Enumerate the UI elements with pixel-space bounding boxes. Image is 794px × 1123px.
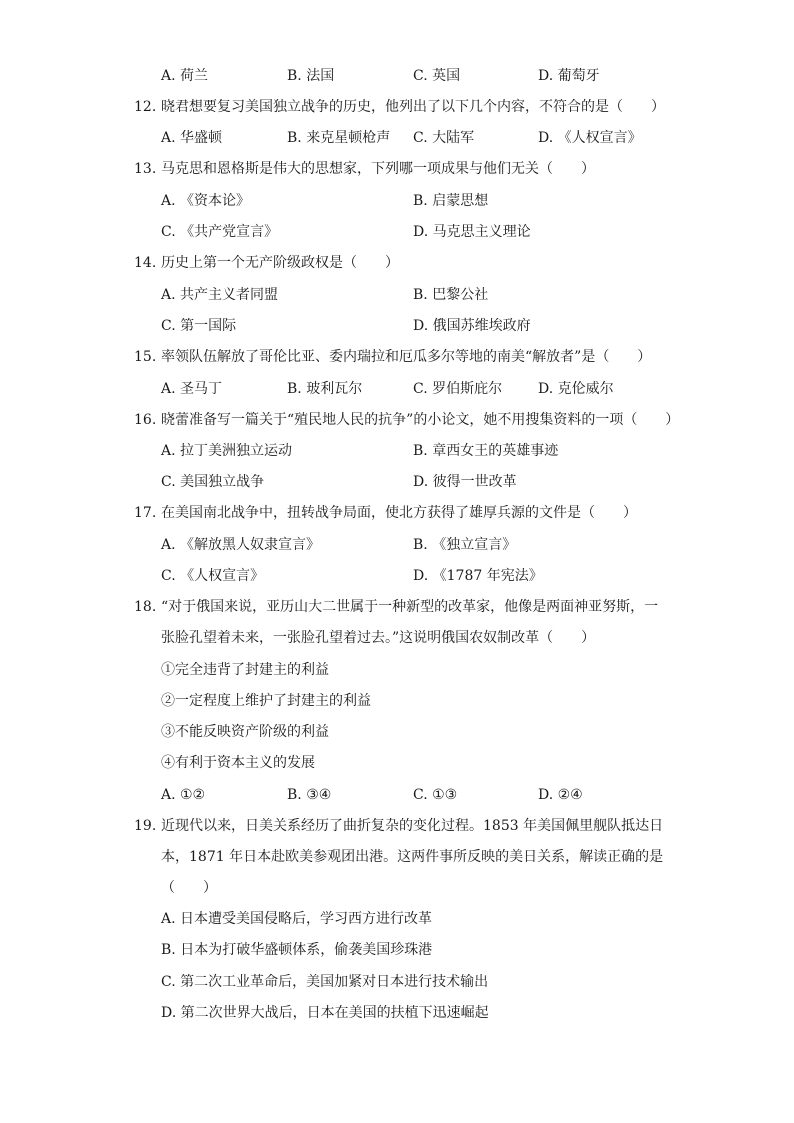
q19-stem-line-3: （ ） — [161, 880, 217, 896]
q18-option-d: D. ②④ — [538, 787, 583, 803]
q13-option-b: B. 启蒙思想 — [413, 193, 489, 209]
q13-option-c: C. 《共产党宣言》 — [161, 224, 279, 240]
q13-number: 13. — [134, 161, 157, 177]
q11-option-d: D. 葡萄牙 — [538, 68, 600, 84]
q19-option-a: A. 日本遭受美国侵略后，学习西方进行改革 — [161, 911, 433, 927]
q16-number: 16. — [134, 412, 157, 428]
q17-option-c: C. 《人权宣言》 — [161, 568, 265, 584]
q18-option-a: A. ①② — [161, 787, 206, 803]
q12-option-b: B. 来克星顿枪声 — [287, 130, 391, 146]
q13-stem: 马克思和恩格斯是伟大的思想家，下列哪一项成果与他们无关（ ） — [161, 161, 595, 177]
q12-option-a: A. 华盛顿 — [161, 130, 223, 146]
q16-option-c: C. 美国独立战争 — [161, 474, 265, 490]
q15-number: 15. — [134, 349, 157, 365]
q15-stem: 率领队伍解放了哥伦比亚、委内瑞拉和厄瓜多尔等地的南美“解放者”是（ ） — [161, 349, 652, 365]
q11-option-b: B. 法国 — [287, 68, 335, 84]
q18-item-3: ③不能反映资产阶级的利益 — [161, 724, 329, 740]
q11-option-c: C. 英国 — [413, 68, 461, 84]
q18-number: 18. — [134, 599, 157, 615]
q14-option-a: A. 共产主义者同盟 — [161, 287, 279, 303]
q18-stem-line-1: “对于俄国来说，亚历山大二世属于一种新型的改革家，他像是两面神亚努斯，一 — [161, 599, 659, 615]
q16-option-b: B. 章西女王的英雄事迹 — [413, 443, 559, 459]
q14-number: 14. — [134, 255, 157, 271]
q17-option-b: B. 《独立宣言》 — [413, 537, 517, 553]
q19-option-d: D. 第二次世界大战后，日本在美国的扶植下迅速崛起 — [161, 1005, 489, 1021]
q12-number: 12. — [134, 99, 157, 115]
q13-option-a: A. 《资本论》 — [161, 193, 251, 209]
q12-stem: 晓君想要复习美国独立战争的历史，他列出了以下几个内容，不符合的是（ ） — [161, 99, 665, 115]
q17-stem: 在美国南北战争中，扭转战争局面，使北方获得了雄厚兵源的文件是（ ） — [161, 505, 637, 521]
q17-number: 17. — [134, 505, 157, 521]
q17-option-d: D. 《1787 年宪法》 — [413, 568, 543, 584]
q12-option-c: C. 大陆军 — [413, 130, 475, 146]
q19-number: 19. — [134, 818, 157, 834]
q18-option-b: B. ③④ — [287, 787, 332, 803]
q14-option-c: C. 第一国际 — [161, 318, 237, 334]
q14-option-d: D. 俄国苏维埃政府 — [413, 318, 531, 334]
q13-option-d: D. 马克思主义理论 — [413, 224, 531, 240]
q18-item-1: ①完全违背了封建主的利益 — [161, 662, 329, 678]
q18-option-c: C. ①③ — [413, 787, 458, 803]
q16-option-a: A. 拉丁美洲独立运动 — [161, 443, 293, 459]
q14-stem: 历史上第一个无产阶级政权是（ ） — [161, 255, 399, 271]
q12-option-d: D. 《人权宣言》 — [538, 130, 642, 146]
q15-option-c: C. 罗伯斯庇尔 — [413, 381, 503, 397]
q15-option-b: B. 玻利瓦尔 — [287, 381, 363, 397]
q15-option-a: A. 圣马丁 — [161, 381, 223, 397]
q19-option-b: B. 日本为打破华盛顿体系，偷袭美国珍珠港 — [161, 942, 433, 958]
q18-stem-line-2: 张脸孔望着未来，一张脸孔望着过去。”这说明俄国农奴制改革（ ） — [161, 630, 596, 646]
q19-stem-line-2: 本，1871 年日本赴欧美参观团出港。这两件事所反映的美日关系，解读正确的是 — [161, 849, 664, 865]
q18-item-4: ④有利于资本主义的发展 — [161, 755, 315, 771]
q18-item-2: ②一定程度上维护了封建主的利益 — [161, 693, 371, 709]
q17-option-a: A. 《解放黑人奴隶宣言》 — [161, 537, 321, 553]
q14-option-b: B. 巴黎公社 — [413, 287, 489, 303]
q15-option-d: D. 克伦威尔 — [538, 381, 614, 397]
q19-option-c: C. 第二次工业革命后，美国加紧对日本进行技术输出 — [161, 974, 489, 990]
q16-stem: 晓蕾准备写一篇关于“殖民地人民的抗争”的小论文，她不用搜集资料的一项（ ） — [161, 412, 680, 428]
q19-stem-line-1: 近现代以来，日美关系经历了曲折复杂的变化过程。1853 年美国佩里舰队抵达日 — [161, 818, 664, 834]
q11-option-a: A. 荷兰 — [161, 68, 209, 84]
q16-option-d: D. 彼得一世改革 — [413, 474, 517, 490]
